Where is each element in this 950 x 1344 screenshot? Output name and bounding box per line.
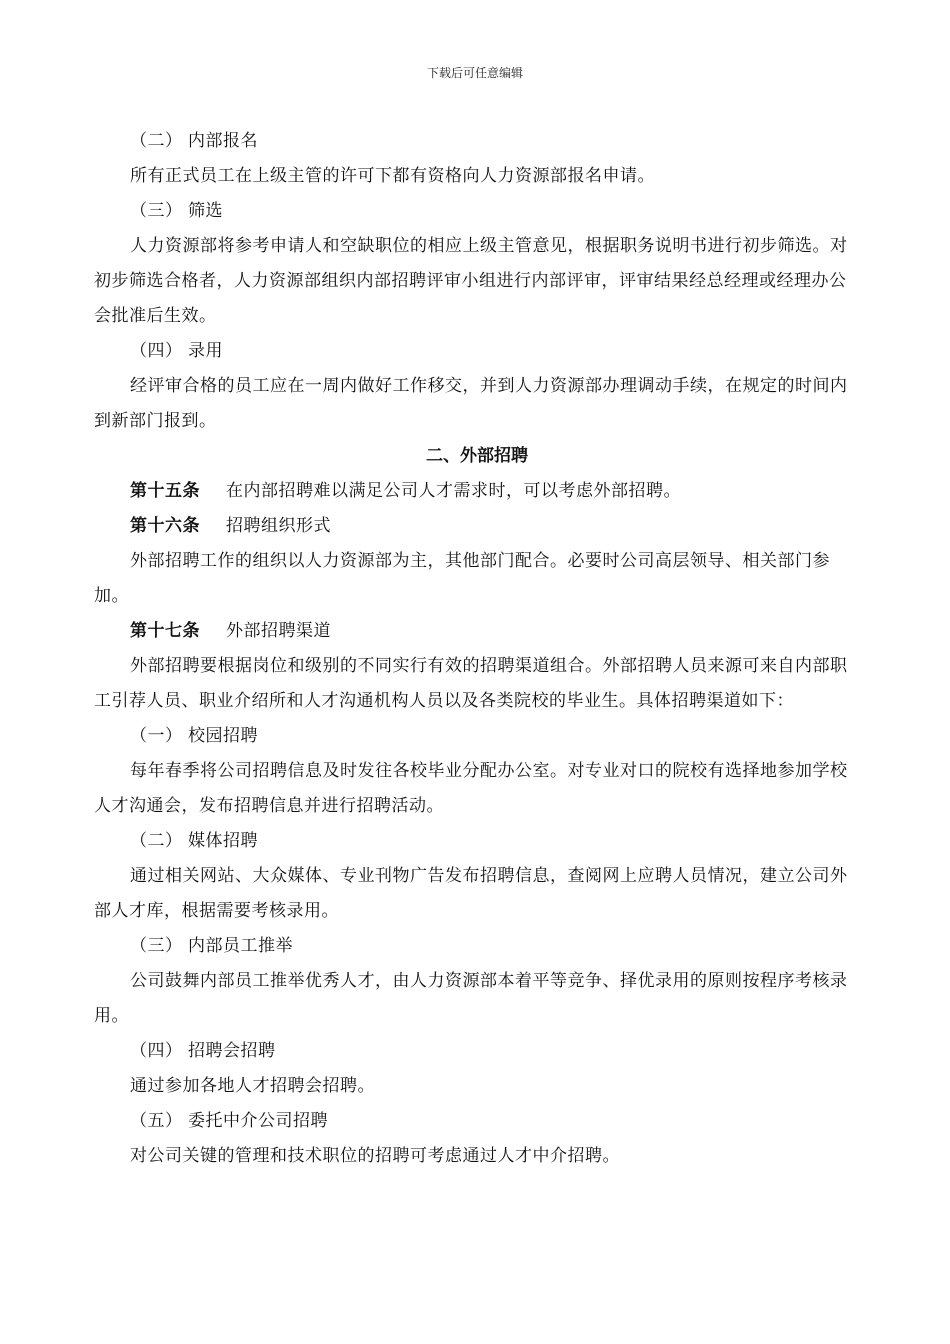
- subsection-heading: （二） 内部报名: [130, 131, 258, 151]
- subsection-heading: （四） 录用: [130, 341, 223, 361]
- subsection-heading: （五） 委托中介公司招聘: [130, 1111, 328, 1131]
- paragraph: 人力资源部将参考申请人和空缺职位的相应上级主管意见，根据职务说明书进行初步筛选。对初步筛选合格者，人力资源部组织内部招聘评审小组进行内部评审，评审结果经总经理或经理办公会批准后生效。: [94, 236, 848, 326]
- subsection-heading: （一） 校园招聘: [130, 726, 258, 746]
- paragraph: 对公司关键的管理和技术职位的招聘可考虑通过人才中介招聘。: [130, 1146, 620, 1166]
- paragraph: 公司鼓舞内部员工推举优秀人才，由人力资源部本着平等竞争、择优录用的原则按程序考核录用。: [94, 971, 848, 1026]
- paragraph: 所有正式员工在上级主管的许可下都有资格向人力资源部报名申请。: [130, 166, 655, 186]
- document-body: [94, 124, 860, 1174]
- article-line: 第十五条 在内部招聘难以满足公司人才需求时，可以考虑外部招聘。: [130, 481, 681, 501]
- section-heading: 二、外部招聘: [426, 446, 528, 466]
- paragraph: 通过相关网站、大众媒体、专业刊物广告发布招聘信息，查阅网上应聘人员情况，建立公司外部人才库，根据需要考核录用。: [94, 866, 848, 921]
- page-header: 下载后可任意编辑: [426, 66, 523, 80]
- subsection-heading: （四） 招聘会招聘: [130, 1041, 276, 1061]
- paragraph: 外部招聘工作的组织以人力资源部为主，其他部门配合。必要时公司高层领导、相关部门参加。: [94, 551, 830, 606]
- subsection-heading: （三） 内部员工推举: [130, 936, 293, 956]
- article-line: 第十七条 外部招聘渠道: [130, 621, 331, 641]
- paragraph: 外部招聘要根据岗位和级别的不同实行有效的招聘渠道组合。外部招聘人员来源可来自内部职工引荐人员、职业介绍所和人才沟通机构人员以及各类院校的毕业生。具体招聘渠道如下：: [94, 656, 848, 711]
- paragraph: 经评审合格的员工应在一周内做好工作移交，并到人力资源部办理调动手续，在规定的时间内到新部门报到。: [94, 376, 848, 431]
- paragraph: 每年春季将公司招聘信息及时发往各校毕业分配办公室。对专业对口的院校有选择地参加学校人才沟通会，发布招聘信息并进行招聘活动。: [94, 761, 848, 816]
- article-line: 第十六条 招聘组织形式: [130, 516, 331, 536]
- paragraph: 通过参加各地人才招聘会招聘。: [130, 1076, 375, 1096]
- subsection-heading: （三） 筛选: [130, 201, 223, 221]
- subsection-heading: （二） 媒体招聘: [130, 831, 258, 851]
